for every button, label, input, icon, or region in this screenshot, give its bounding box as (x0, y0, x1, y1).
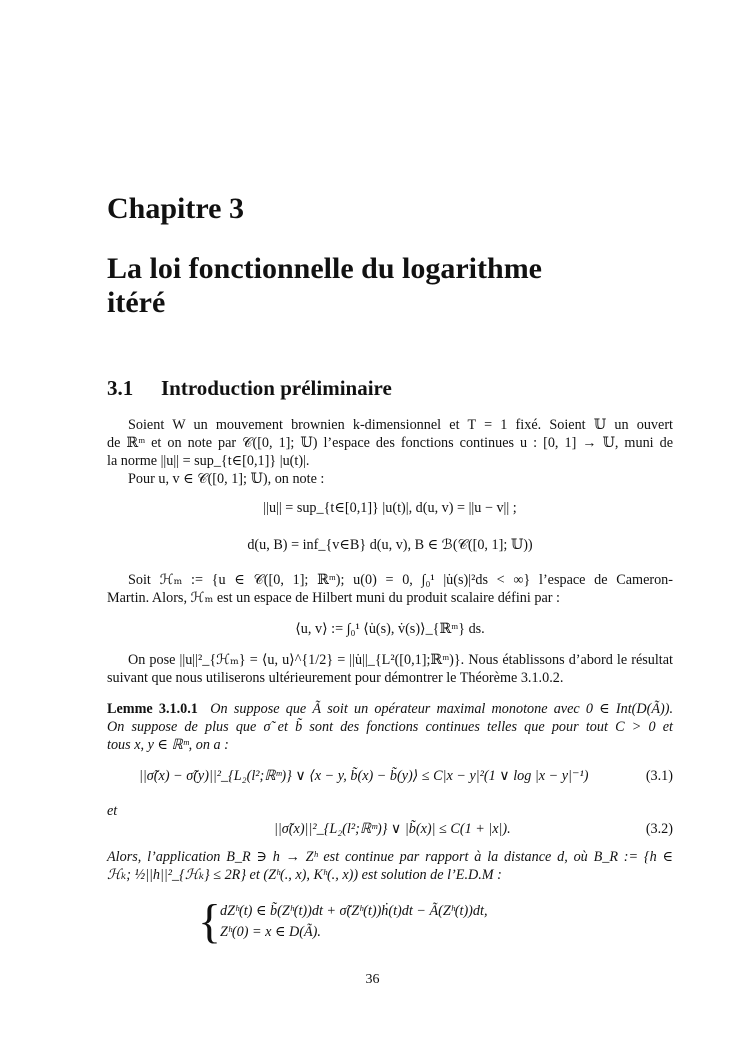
display-equation: ||u|| = sup_{t∈[0,1]} |u(t)|, d(u, v) = ||u − v|| ; (263, 500, 517, 516)
lemma-statement (107, 701, 673, 718)
lemma-line: tous x, y ∈ ℝᵐ, on a : (107, 737, 229, 753)
display-equation: d(u, B) = inf_{v∈B} d(u, v), B ∈ ℬ(𝒞([0, 1]; 𝕌)) (247, 537, 533, 553)
chapter-title-line: La loi fonctionnelle du logarithme (107, 252, 542, 285)
paragraph-line: Soient W un mouvement brownien k-dimensionnel et T = 1 fixé. Soient 𝕌 un ouvert (128, 417, 673, 433)
equation-body: ||σ̃(x) − σ̃(y)||²_{L₂(l²;ℝᵐ)} ∨ ⟨x − y, b̃(x) − b̃(y)⟩ ≤ C|x − y|²(1 ∨ log |x − y|⁻¹) (139, 768, 589, 784)
section-number: 3.1 (107, 376, 134, 400)
lemma-line: On suppose de plus que σ̃ et b̃ sont des fonctions continues telles que pour tout C > 0 et (107, 719, 673, 735)
paragraph-line: On pose ||u||²_{ℋₘ} = ⟨u, u⟩^{1/2} = ||u̇||_{L²([0,1];ℝᵐ)}. Nous établissons d’abord le résultat (128, 652, 673, 668)
lemma-label: Lemme 3.1.0.1 (107, 701, 198, 717)
equation-number: (3.1) (645, 768, 673, 784)
lemma-text: On suppose que Ã soit un opérateur maximal monotone avec 0 ∈ Int(D(Ã)). (210, 701, 673, 717)
section-title: Introduction préliminaire (161, 376, 392, 400)
equation-body: ||σ̃(x)||²_{L₂(l²;ℝᵐ)} ∨ |b̃(x)| ≤ C(1 + |x|). (274, 821, 511, 837)
system-line: Zʰ(0) = x ∈ D(Ã). (220, 924, 321, 940)
display-equation: ⟨u, v⟩ := ∫₀¹ ⟨u̇(s), v̇(s)⟩_{ℝᵐ} ds. (295, 621, 485, 637)
equation-number: (3.2) (645, 821, 673, 837)
chapter-label: Chapitre 3 (107, 192, 244, 225)
paragraph-line: suivant que nous utiliserons ultérieurement pour démontrer le Théorème 3.1.0.2. (107, 670, 564, 686)
paragraph-line: Soit ℋₘ := {u ∈ 𝒞([0, 1]; ℝᵐ); u(0) = 0, ∫₀¹ |u̇(s)|²ds < ∞} l’espace de Cameron- (128, 572, 673, 588)
chapter-title (107, 252, 667, 320)
paragraph-line: Pour u, v ∈ 𝒞([0, 1]; 𝕌), on note : (128, 471, 325, 487)
paragraph-line: Martin. Alors, ℋₘ est un espace de Hilbert muni du produit scalaire défini par : (107, 590, 560, 606)
system-line: dZʰ(t) ∈ b̃(Zʰ(t))dt + σ̃(Zʰ(t))ḣ(t)dt − Ã(Zʰ(t))dt, (220, 903, 488, 919)
page-number: 36 (365, 972, 380, 987)
lemma-line: ℋₖ; ½||h||²_{ℋₖ} ≤ 2R} et (Zʰ(., x), Kʰ(., x)) est solution de l’E.D.M : (107, 867, 502, 883)
chapter-title-line: itéré (107, 286, 166, 319)
section-heading (107, 376, 392, 401)
lemma-line: Alors, l’application B_R ∋ h → Zʰ est continue par rapport à la distance d, où B_R := {h ∈ (107, 849, 673, 865)
paragraph-line: de ℝᵐ et on note par 𝒞([0, 1]; 𝕌) l’espace des fonctions continues u : [0, 1] → 𝕌, muni de (107, 435, 673, 451)
left-brace: { (198, 895, 222, 948)
et-label: et (107, 803, 118, 819)
paragraph-line: la norme ||u|| = sup_{t∈[0,1]} |u(t)|. (107, 453, 310, 469)
